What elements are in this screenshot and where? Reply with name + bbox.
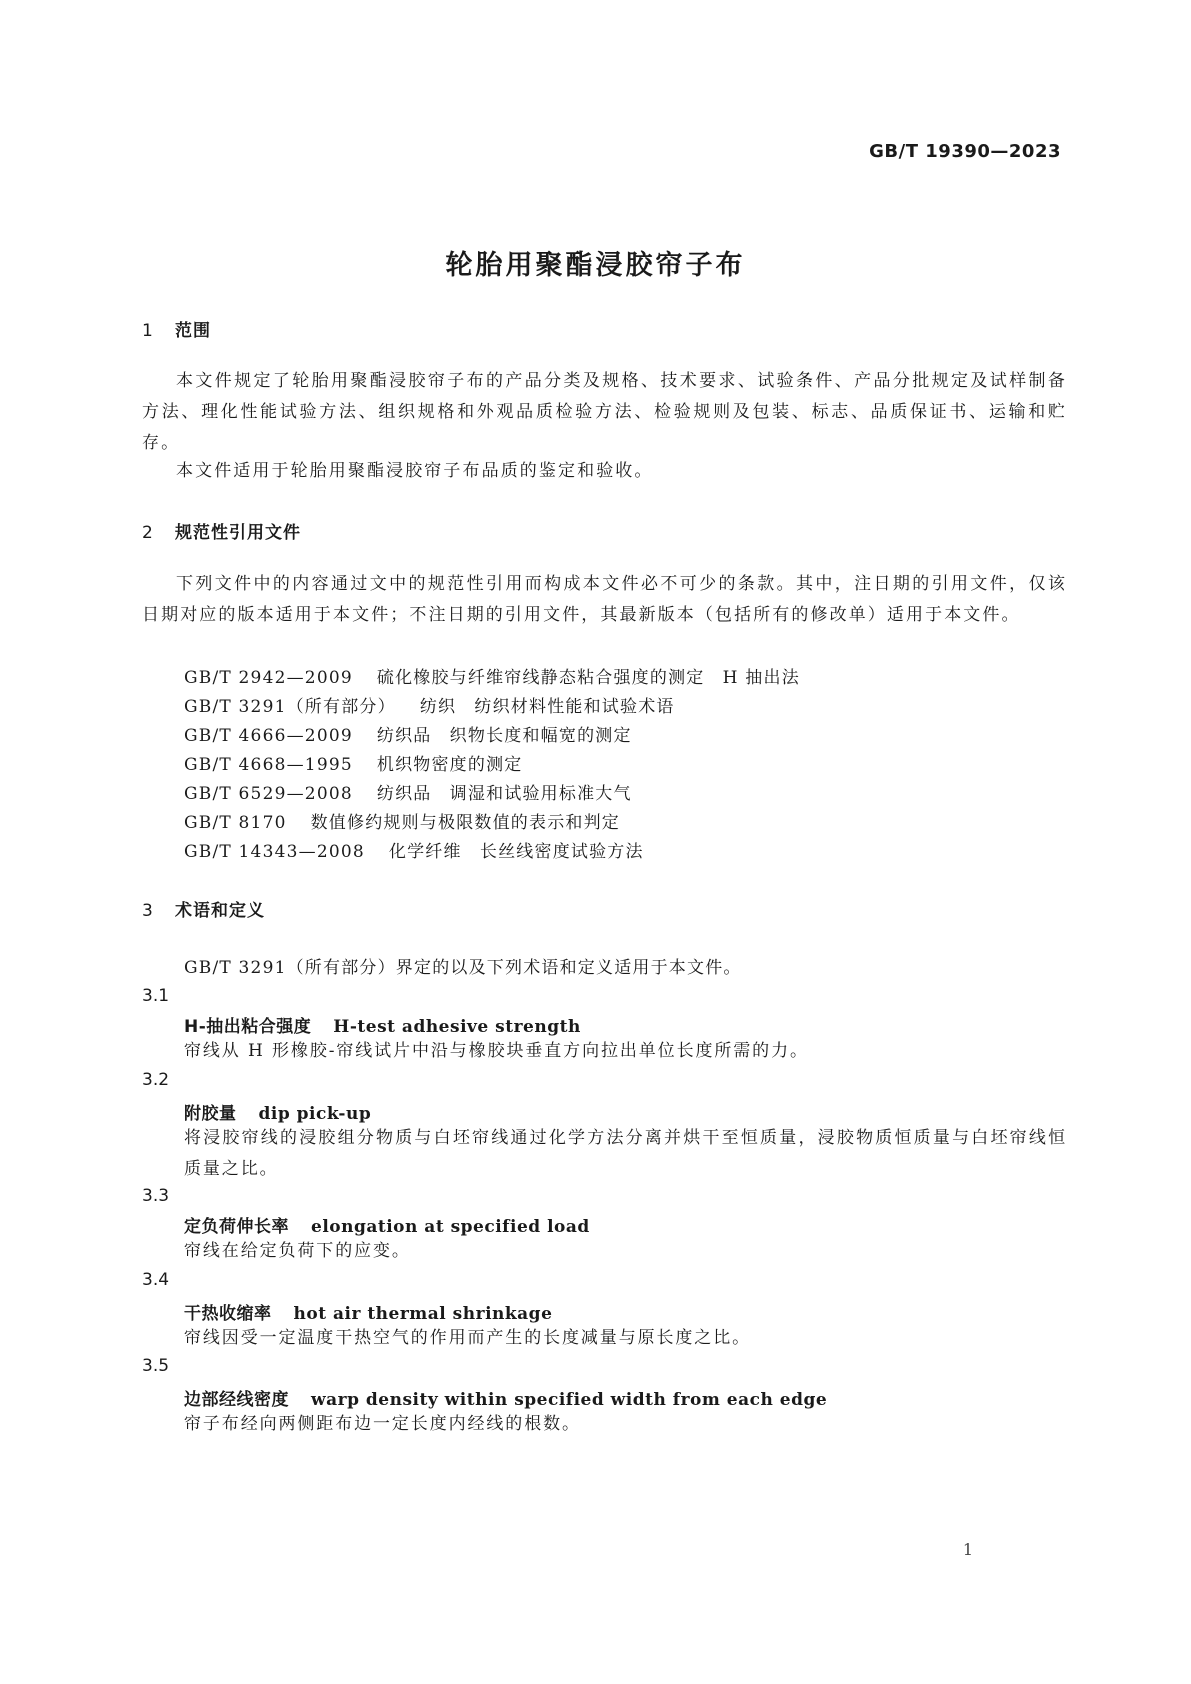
term-number: 3.5 (142, 1356, 170, 1376)
term-name (184, 1299, 552, 1324)
term-definition: 帘子布经向两侧距布边一定长度内经线的根数。 (184, 1414, 581, 1434)
term-name-cn: 干热收缩率 (184, 1304, 272, 1324)
reference-item (184, 837, 644, 862)
reference-title: 化学纤维 长丝线密度试验方法 (388, 842, 644, 862)
section-1-number: 1 (142, 321, 154, 341)
reference-item (184, 663, 800, 688)
term-name-en: elongation at specified load (311, 1217, 590, 1237)
term-name (184, 1212, 590, 1237)
section-3-number: 3 (142, 901, 154, 921)
section-1-paragraph-2: 本文件适用于轮胎用聚酯浸胶帘子布品质的鉴定和验收。 (176, 461, 654, 481)
term-number: 3.1 (142, 986, 170, 1006)
reference-title: 纺织品 调湿和试验用标准大气 (376, 784, 632, 804)
section-2-number: 2 (142, 523, 154, 543)
term-number: 3.2 (142, 1070, 170, 1090)
term-number: 3.4 (142, 1270, 170, 1290)
reference-title: 纺织 纺织材料性能和试验术语 (419, 697, 675, 717)
term-name-en: warp density within specified width from each edge (311, 1390, 828, 1410)
term-definition: 帘线从 H 形橡胶-帘线试片中沿与橡胶块垂直方向拉出单位长度所需的力。 (184, 1041, 809, 1061)
reference-code: GB/T 8170 (184, 813, 287, 833)
reference-title: 机织物密度的测定 (376, 755, 523, 775)
section-2-heading (142, 518, 301, 543)
reference-code: GB/T 14343—2008 (184, 842, 365, 862)
page-number: 1 (962, 1540, 973, 1559)
section-2-intro: 下列文件中的内容通过文中的规范性引用而构成本文件必不可少的条款。其中，注日期的引用文件，仅该日期对应的版本适用于本文件；不注日期的引用文件，其最新版本（包括所有的修改单）适用于本文件。 (142, 574, 1067, 625)
section-3-intro: GB/T 3291（所有部分）界定的以及下列术语和定义适用于本文件。 (184, 958, 742, 978)
section-1-heading (142, 316, 211, 341)
term-name-en: H-test adhesive strength (333, 1017, 581, 1037)
reference-item (184, 721, 632, 746)
term-name-en: hot air thermal shrinkage (293, 1304, 553, 1324)
reference-code: GB/T 4666—2009 (184, 726, 353, 746)
reference-item (184, 808, 620, 833)
reference-title: 纺织品 织物长度和幅宽的测定 (376, 726, 632, 746)
term-name (184, 1012, 581, 1037)
reference-code: GB/T 2942—2009 (184, 668, 353, 688)
section-3-heading (142, 896, 265, 921)
reference-code: GB/T 3291（所有部分） (184, 697, 396, 717)
term-definition: 将浸胶帘线的浸胶组分物质与白坯帘线通过化学方法分离并烘干至恒质量，浸胶物质恒质量与白坯帘线恒质量之比。 (184, 1128, 1067, 1179)
term-name-cn: 定负荷伸长率 (184, 1217, 289, 1237)
reference-item (184, 750, 522, 775)
reference-item (184, 692, 675, 717)
reference-code: GB/T 4668—1995 (184, 755, 353, 775)
term-name (184, 1099, 371, 1124)
section-1-title: 范围 (175, 321, 211, 341)
term-name-en: dip pick-up (258, 1104, 372, 1124)
standard-code: GB/T 19390—2023 (869, 141, 1061, 162)
reference-code: GB/T 6529—2008 (184, 784, 353, 804)
term-number: 3.3 (142, 1186, 170, 1206)
section-2-title: 规范性引用文件 (175, 523, 301, 543)
reference-item (184, 779, 632, 804)
term-definition: 帘线在给定负荷下的应变。 (184, 1241, 411, 1261)
term-name (184, 1385, 827, 1410)
term-definition: 帘线因受一定温度干热空气的作用而产生的长度减量与原长度之比。 (184, 1328, 751, 1348)
document-title: 轮胎用聚酯浸胶帘子布 (445, 250, 746, 281)
term-name-cn: 边部经线密度 (184, 1390, 289, 1410)
term-name-cn: H-抽出粘合强度 (184, 1017, 312, 1037)
term-name-cn: 附胶量 (184, 1104, 237, 1124)
section-1-paragraph-1: 本文件规定了轮胎用聚酯浸胶帘子布的产品分类及规格、技术要求、试验条件、产品分批规定及试样制备方法、理化性能试验方法、组织规格和外观品质检验方法、检验规则及包装、标志、品质保证书、运输和贮存。 (142, 371, 1067, 453)
section-3-title: 术语和定义 (175, 901, 265, 921)
reference-title: 数值修约规则与极限数值的表示和判定 (310, 813, 621, 833)
reference-title: 硫化橡胶与纤维帘线静态粘合强度的测定 H 抽出法 (376, 668, 800, 688)
